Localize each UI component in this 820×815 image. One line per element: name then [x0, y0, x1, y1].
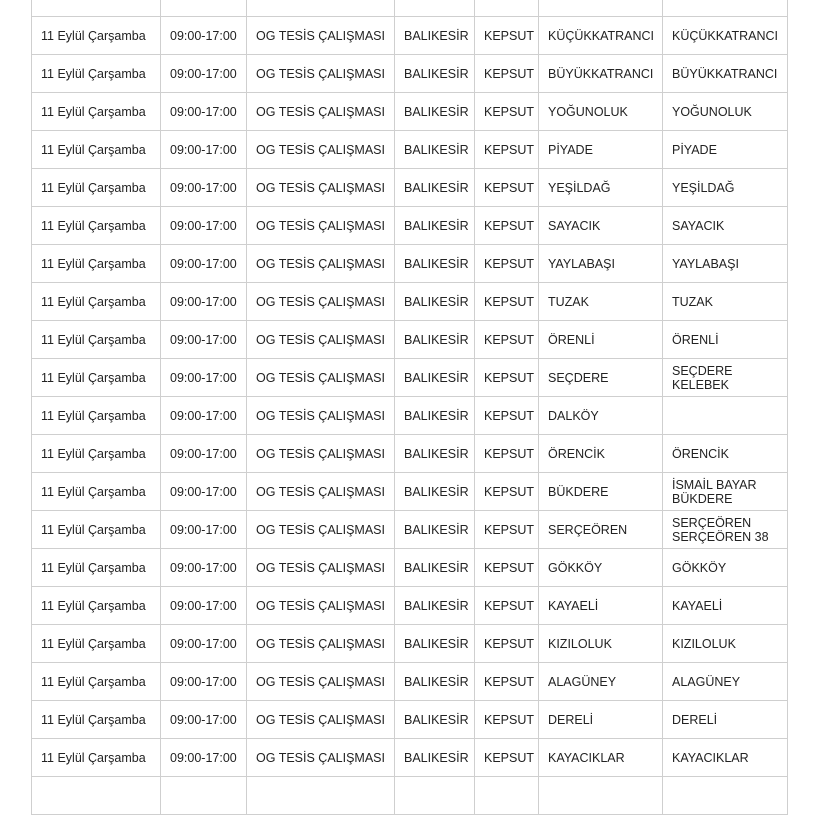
- street-cell: DERELİ: [663, 701, 788, 739]
- district-cell: KEPSUT: [475, 17, 539, 55]
- table-row: [32, 17, 788, 55]
- district-cell: KEPSUT: [475, 549, 539, 587]
- date-cell: 11 Eylül Çarşamba: [32, 549, 161, 587]
- street-cell: KAYAELİ: [663, 587, 788, 625]
- time-cell: 09:00-17:00: [161, 207, 247, 245]
- district-cell: KEPSUT: [475, 739, 539, 777]
- table-cell: [247, 777, 395, 815]
- neighborhood-cell: BÜYÜKKATRANCI: [539, 55, 663, 93]
- province-cell: BALIKESİR: [395, 283, 475, 321]
- outage-table-body: [32, 0, 788, 815]
- work-type-cell: OG TESİS ÇALIŞMASI: [247, 245, 395, 283]
- province-cell: BALIKESİR: [395, 739, 475, 777]
- table-row: [32, 625, 788, 663]
- cell-line: İSMAİL BAYAR: [672, 477, 757, 492]
- work-type-cell: OG TESİS ÇALIŞMASI: [247, 131, 395, 169]
- street-cell: PİYADE: [663, 131, 788, 169]
- work-type-cell: OG TESİS ÇALIŞMASI: [247, 739, 395, 777]
- province-cell: BALIKESİR: [395, 17, 475, 55]
- province-cell: BALIKESİR: [395, 321, 475, 359]
- work-type-cell: OG TESİS ÇALIŞMASI: [247, 397, 395, 435]
- work-type-cell: OG TESİS ÇALIŞMASI: [247, 359, 395, 397]
- province-cell: BALIKESİR: [395, 131, 475, 169]
- table-cell: [32, 0, 161, 17]
- work-type-cell: OG TESİS ÇALIŞMASI: [247, 587, 395, 625]
- cell-line: SERÇEÖREN: [672, 515, 752, 530]
- time-cell: 09:00-17:00: [161, 283, 247, 321]
- table-cell: [161, 0, 247, 17]
- table-cell: [539, 777, 663, 815]
- work-type-cell: OG TESİS ÇALIŞMASI: [247, 435, 395, 473]
- table-cell: [247, 0, 395, 17]
- time-cell: 09:00-17:00: [161, 169, 247, 207]
- table-row: [32, 359, 788, 397]
- time-cell: 09:00-17:00: [161, 663, 247, 701]
- work-type-cell: OG TESİS ÇALIŞMASI: [247, 511, 395, 549]
- province-cell: BALIKESİR: [395, 587, 475, 625]
- date-cell: 11 Eylül Çarşamba: [32, 245, 161, 283]
- province-cell: BALIKESİR: [395, 245, 475, 283]
- table-row: [32, 549, 788, 587]
- street-cell: KÜÇÜKKATRANCI: [663, 17, 788, 55]
- table-row: [32, 131, 788, 169]
- street-cell: KAYACIKLAR: [663, 739, 788, 777]
- table-row: [32, 435, 788, 473]
- time-cell: 09:00-17:00: [161, 131, 247, 169]
- street-cell: YEŞİLDAĞ: [663, 169, 788, 207]
- work-type-cell: OG TESİS ÇALIŞMASI: [247, 207, 395, 245]
- street-cell: ÖRENCİK: [663, 435, 788, 473]
- work-type-cell: OG TESİS ÇALIŞMASI: [247, 549, 395, 587]
- district-cell: KEPSUT: [475, 321, 539, 359]
- date-cell: 11 Eylül Çarşamba: [32, 321, 161, 359]
- cell-line: BÜKDERE: [672, 491, 733, 506]
- date-cell: 11 Eylül Çarşamba: [32, 93, 161, 131]
- time-cell: 09:00-17:00: [161, 701, 247, 739]
- table-row: [32, 587, 788, 625]
- table-cell: [663, 777, 788, 815]
- date-cell: 11 Eylül Çarşamba: [32, 17, 161, 55]
- neighborhood-cell: SERÇEÖREN: [539, 511, 663, 549]
- neighborhood-cell: ÖRENCİK: [539, 435, 663, 473]
- work-type-cell: OG TESİS ÇALIŞMASI: [247, 701, 395, 739]
- table-row: [32, 55, 788, 93]
- street-cell: [663, 511, 788, 549]
- table-row: [32, 321, 788, 359]
- table-row: [32, 397, 788, 435]
- date-cell: 11 Eylül Çarşamba: [32, 397, 161, 435]
- street-cell: TUZAK: [663, 283, 788, 321]
- table-row: [32, 283, 788, 321]
- neighborhood-cell: KÜÇÜKKATRANCI: [539, 17, 663, 55]
- district-cell: KEPSUT: [475, 169, 539, 207]
- cell-line: SERÇEÖREN 38: [672, 529, 769, 544]
- street-cell: YOĞUNOLUK: [663, 93, 788, 131]
- outage-table: [31, 0, 788, 815]
- date-cell: 11 Eylül Çarşamba: [32, 663, 161, 701]
- province-cell: BALIKESİR: [395, 169, 475, 207]
- district-cell: KEPSUT: [475, 93, 539, 131]
- neighborhood-cell: DALKÖY: [539, 397, 663, 435]
- province-cell: BALIKESİR: [395, 473, 475, 511]
- work-type-cell: OG TESİS ÇALIŞMASI: [247, 283, 395, 321]
- time-cell: 09:00-17:00: [161, 93, 247, 131]
- neighborhood-cell: SEÇDERE: [539, 359, 663, 397]
- cell-line: KELEBEK: [672, 377, 729, 392]
- neighborhood-cell: BÜKDERE: [539, 473, 663, 511]
- date-cell: 11 Eylül Çarşamba: [32, 131, 161, 169]
- table-cell: [395, 0, 475, 17]
- time-cell: 09:00-17:00: [161, 321, 247, 359]
- time-cell: 09:00-17:00: [161, 17, 247, 55]
- time-cell: 09:00-17:00: [161, 245, 247, 283]
- table-cell: [663, 0, 788, 17]
- date-cell: 11 Eylül Çarşamba: [32, 701, 161, 739]
- neighborhood-cell: ALAGÜNEY: [539, 663, 663, 701]
- table-row: [32, 473, 788, 511]
- time-cell: 09:00-17:00: [161, 55, 247, 93]
- table-cell: [475, 777, 539, 815]
- table-cell: [475, 0, 539, 17]
- district-cell: KEPSUT: [475, 435, 539, 473]
- table-row: [32, 207, 788, 245]
- province-cell: BALIKESİR: [395, 511, 475, 549]
- date-cell: 11 Eylül Çarşamba: [32, 359, 161, 397]
- neighborhood-cell: KIZILOLUK: [539, 625, 663, 663]
- neighborhood-cell: PİYADE: [539, 131, 663, 169]
- district-cell: KEPSUT: [475, 473, 539, 511]
- district-cell: KEPSUT: [475, 55, 539, 93]
- province-cell: BALIKESİR: [395, 625, 475, 663]
- date-cell: 11 Eylül Çarşamba: [32, 473, 161, 511]
- table-row-partial-bottom: [32, 777, 788, 815]
- work-type-cell: OG TESİS ÇALIŞMASI: [247, 55, 395, 93]
- table-row: [32, 511, 788, 549]
- neighborhood-cell: YOĞUNOLUK: [539, 93, 663, 131]
- date-cell: 11 Eylül Çarşamba: [32, 169, 161, 207]
- neighborhood-cell: SAYACIK: [539, 207, 663, 245]
- date-cell: 11 Eylül Çarşamba: [32, 55, 161, 93]
- neighborhood-cell: TUZAK: [539, 283, 663, 321]
- date-cell: 11 Eylül Çarşamba: [32, 283, 161, 321]
- district-cell: KEPSUT: [475, 663, 539, 701]
- table-row-partial-top: [32, 0, 788, 17]
- time-cell: 09:00-17:00: [161, 739, 247, 777]
- district-cell: KEPSUT: [475, 587, 539, 625]
- street-cell: YAYLABAŞI: [663, 245, 788, 283]
- date-cell: 11 Eylül Çarşamba: [32, 511, 161, 549]
- district-cell: KEPSUT: [475, 283, 539, 321]
- time-cell: 09:00-17:00: [161, 511, 247, 549]
- district-cell: KEPSUT: [475, 511, 539, 549]
- street-cell: SAYACIK: [663, 207, 788, 245]
- province-cell: BALIKESİR: [395, 207, 475, 245]
- table-cell: [32, 777, 161, 815]
- work-type-cell: OG TESİS ÇALIŞMASI: [247, 625, 395, 663]
- street-cell: KIZILOLUK: [663, 625, 788, 663]
- time-cell: 09:00-17:00: [161, 473, 247, 511]
- date-cell: 11 Eylül Çarşamba: [32, 587, 161, 625]
- province-cell: BALIKESİR: [395, 93, 475, 131]
- table-row: [32, 739, 788, 777]
- province-cell: BALIKESİR: [395, 663, 475, 701]
- district-cell: KEPSUT: [475, 207, 539, 245]
- district-cell: KEPSUT: [475, 625, 539, 663]
- cell-line: SEÇDERE: [672, 363, 733, 378]
- neighborhood-cell: YEŞİLDAĞ: [539, 169, 663, 207]
- table-row: [32, 701, 788, 739]
- time-cell: 09:00-17:00: [161, 359, 247, 397]
- street-cell: [663, 473, 788, 511]
- district-cell: KEPSUT: [475, 245, 539, 283]
- neighborhood-cell: DERELİ: [539, 701, 663, 739]
- street-cell: [663, 359, 788, 397]
- street-cell: [663, 397, 788, 435]
- table-row: [32, 93, 788, 131]
- province-cell: BALIKESİR: [395, 359, 475, 397]
- neighborhood-cell: KAYAELİ: [539, 587, 663, 625]
- neighborhood-cell: KAYACIKLAR: [539, 739, 663, 777]
- neighborhood-cell: GÖKKÖY: [539, 549, 663, 587]
- date-cell: 11 Eylül Çarşamba: [32, 625, 161, 663]
- work-type-cell: OG TESİS ÇALIŞMASI: [247, 663, 395, 701]
- street-cell: ALAGÜNEY: [663, 663, 788, 701]
- street-cell: BÜYÜKKATRANCI: [663, 55, 788, 93]
- time-cell: 09:00-17:00: [161, 397, 247, 435]
- province-cell: BALIKESİR: [395, 397, 475, 435]
- table-cell: [161, 777, 247, 815]
- date-cell: 11 Eylül Çarşamba: [32, 435, 161, 473]
- district-cell: KEPSUT: [475, 397, 539, 435]
- work-type-cell: OG TESİS ÇALIŞMASI: [247, 321, 395, 359]
- province-cell: BALIKESİR: [395, 549, 475, 587]
- table-cell: [395, 777, 475, 815]
- work-type-cell: OG TESİS ÇALIŞMASI: [247, 17, 395, 55]
- district-cell: KEPSUT: [475, 359, 539, 397]
- time-cell: 09:00-17:00: [161, 625, 247, 663]
- street-cell: ÖRENLİ: [663, 321, 788, 359]
- table-row: [32, 245, 788, 283]
- date-cell: 11 Eylül Çarşamba: [32, 739, 161, 777]
- table-row: [32, 169, 788, 207]
- work-type-cell: OG TESİS ÇALIŞMASI: [247, 93, 395, 131]
- table-cell: [539, 0, 663, 17]
- outage-table-container: [31, 0, 787, 815]
- district-cell: KEPSUT: [475, 131, 539, 169]
- district-cell: KEPSUT: [475, 701, 539, 739]
- neighborhood-cell: YAYLABAŞI: [539, 245, 663, 283]
- province-cell: BALIKESİR: [395, 55, 475, 93]
- neighborhood-cell: ÖRENLİ: [539, 321, 663, 359]
- date-cell: 11 Eylül Çarşamba: [32, 207, 161, 245]
- table-row: [32, 663, 788, 701]
- time-cell: 09:00-17:00: [161, 435, 247, 473]
- street-cell: GÖKKÖY: [663, 549, 788, 587]
- work-type-cell: OG TESİS ÇALIŞMASI: [247, 169, 395, 207]
- time-cell: 09:00-17:00: [161, 549, 247, 587]
- work-type-cell: OG TESİS ÇALIŞMASI: [247, 473, 395, 511]
- province-cell: BALIKESİR: [395, 701, 475, 739]
- province-cell: BALIKESİR: [395, 435, 475, 473]
- time-cell: 09:00-17:00: [161, 587, 247, 625]
